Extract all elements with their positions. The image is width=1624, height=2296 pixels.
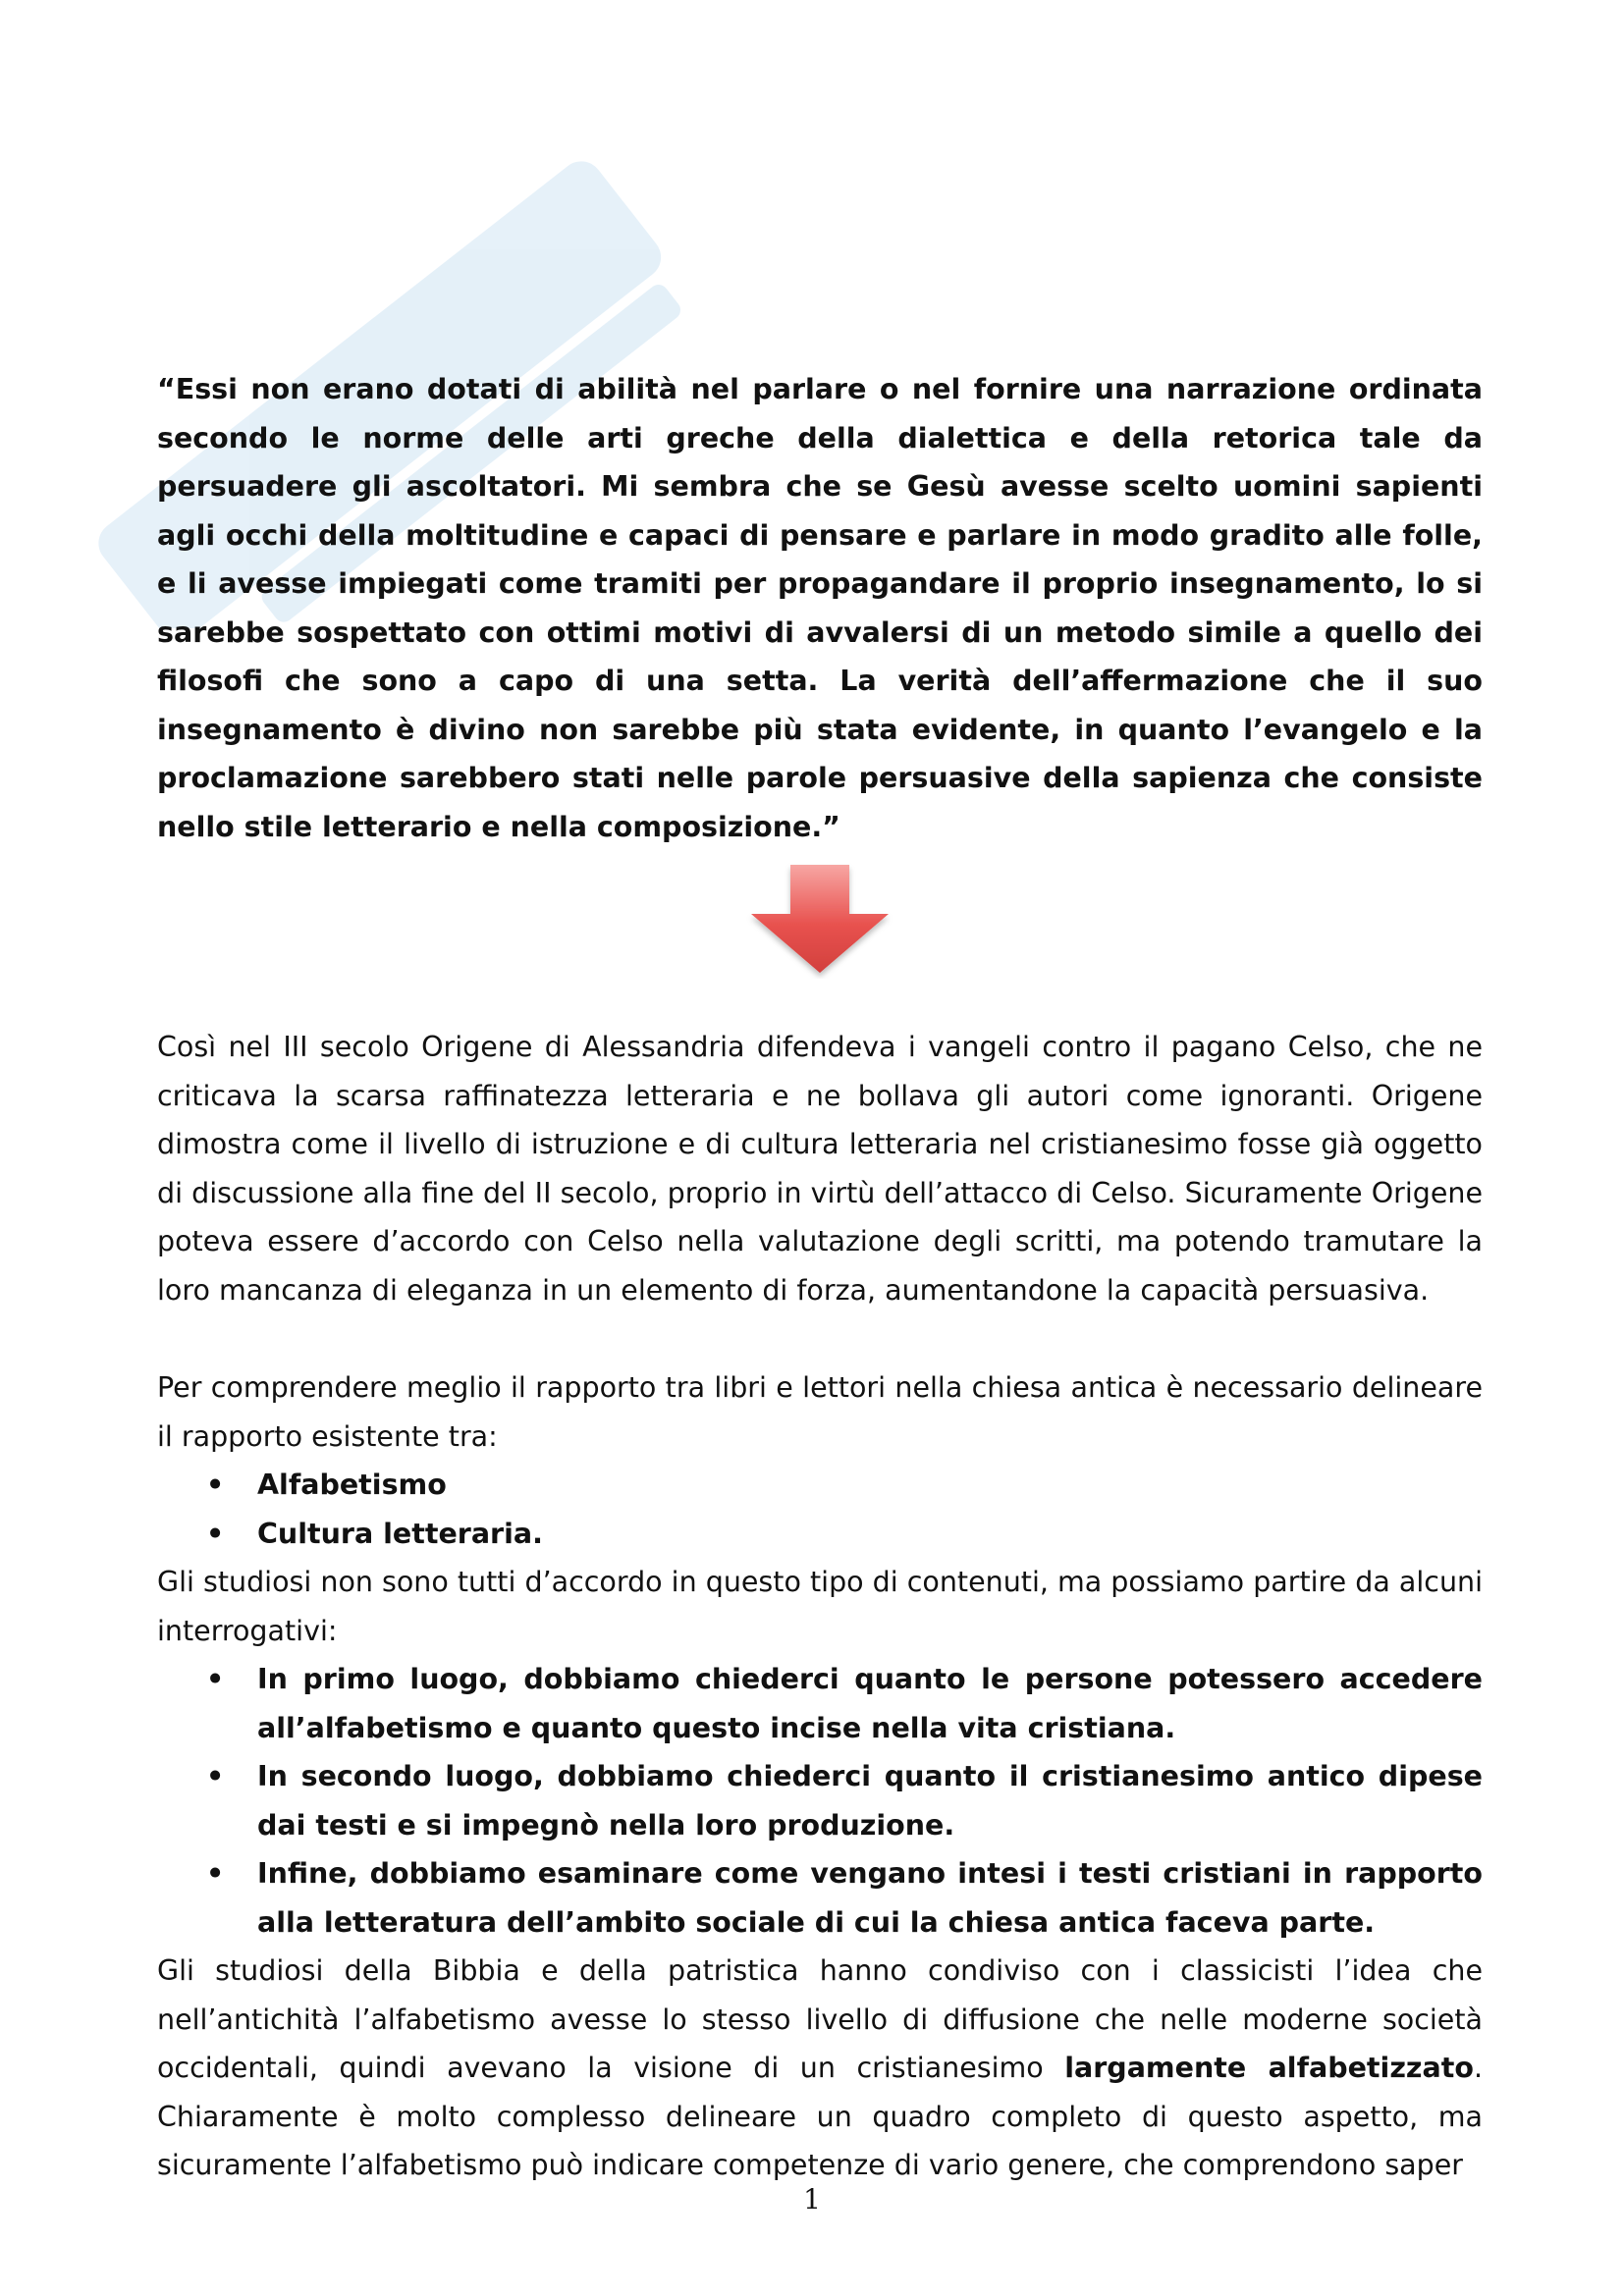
paragraph-studiosi [157,1947,1483,2190]
paragraph-studiosi-text-end: . Chiaramente è molto complesso delineare un quadro completo di questo aspetto, ma sicuramente l’alfabetismo può indicare competenze di vario genere, che comprendono saper [157,2052,1483,2181]
bullet-icon: • [206,1663,225,1695]
paragraph-origene: Così nel III secolo Origene di Alessandria difendeva i vangeli contro il pagano Celso, che ne criticava la scarsa raffinatezza letteraria e ne bollava gli autori come ignoranti. Origene dimostra come il livello di istruzione e di cultura letteraria nel cristianesimo fosse già oggetto di discussione alla fine del II secolo, proprio in virtù dell’attacco di Celso. Sicuramente Origene poteva essere d’accordo con Celso nella valutazione degli scritti, ma potendo tramutare la loro mancanza di eleganza in un elemento di forza, aumentandone la capacità persuasiva. [157,1031,1483,1307]
bullet-icon: • [206,1468,225,1501]
bullet-icon: • [206,1517,225,1550]
bullet-icon: • [206,1760,225,1792]
paragraph-gap [157,1314,1483,1363]
list-item-text: Alfabetismo [257,1468,447,1501]
down-arrow-icon [746,863,893,979]
list-rapporto [157,1461,1483,1558]
list-interrogativi [157,1655,1483,1947]
quote-paragraph: “Essi non erano dotati di abilità nel parlare o nel fornire una narrazione ordinata secondo le norme delle arti greche della dialettica e della retorica tale da persuadere gli ascoltatori. Mi sembra che se Gesù avesse scelto uomini sapienti agli occhi della moltitudine e capaci di pensare e parlare in modo gradito alle folle, e li avesse impiegati come tramiti per propagandare il proprio insegnamento, lo si sarebbe sospettato con ottimi motivi di avvalersi di un metodo simile a quello dei filosofi che sono a capo di una setta. La verità dell’affermazione che il suo insegnamento è divino non sarebbe più stata evidente, in quanto l’evangelo e la proclamazione sarebbero stati nelle parole persuasive della sapienza che consiste nello stile letterario e nella composizione.” [157,373,1483,843]
list-item-text: Infine, dobbiamo esaminare come vengano intesi i testi cristiani in rapporto alla letteratura dell’ambito sociale di cui la chiesa antica faceva parte. [257,1857,1483,1939]
list-item [157,1655,1483,1752]
paragraph-rapporto: Per comprendere meglio il rapporto tra libri e lettori nella chiesa antica è necessario delineare il rapporto esistente tra: [157,1371,1483,1453]
paragraph-studiosi-text: Gli studiosi della Bibbia e della patristica hanno condiviso con i classicisti l’idea che nell’antichità l’alfabetismo avesse lo stesso livello di diffusione che nelle moderne società occidentali, quindi avevano la visione di un cristianesimo [157,1954,1483,2084]
bullet-icon: • [206,1857,225,1890]
list-item-text: Cultura letteraria. [257,1517,543,1550]
list-item [157,1752,1483,1849]
page-number: 1 [803,2183,821,2216]
list-item-text: In primo luogo, dobbiamo chiederci quanto le persone potessero accedere all’alfabetismo e quanto questo incise nella vita cristiana. [257,1663,1483,1744]
paragraph-interrogativi: Gli studiosi non sono tutti d’accordo in questo tipo di contenuti, ma possiamo partire da alcuni interrogativi: [157,1566,1483,1647]
arrow-section [157,851,1483,1023]
list-item [157,1510,1483,1559]
page-body [157,365,1483,2190]
list-item-text: In secondo luogo, dobbiamo chiederci quanto il cristianesimo antico dipese dai testi e si impegnò nella loro produzione. [257,1760,1483,1842]
list-item [157,1461,1483,1510]
list-item [157,1849,1483,1947]
emphasis-alfabetizzato: largamente alfabetizzato [1064,2052,1474,2084]
